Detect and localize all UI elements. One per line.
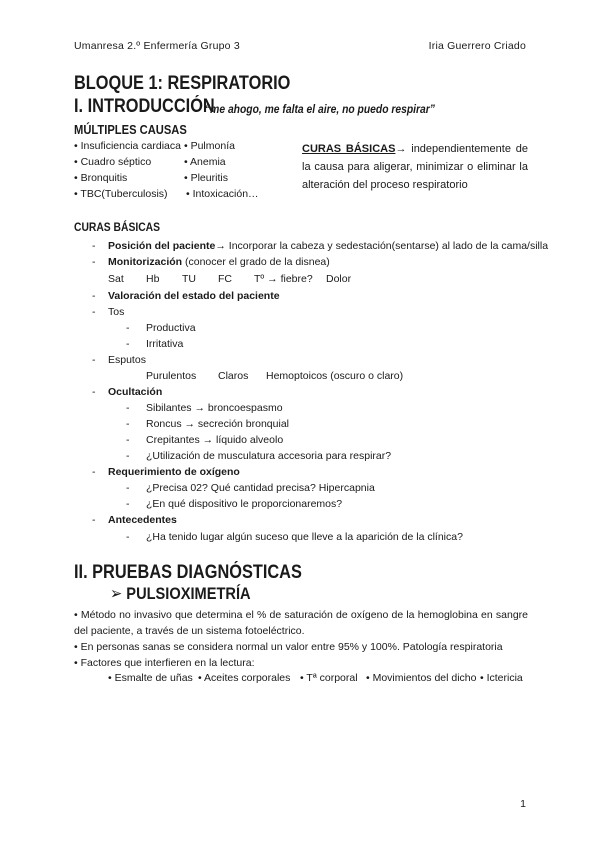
vital-tu: TU [182, 273, 196, 285]
esputo-type: Claros [218, 370, 249, 382]
oxigeno-label: Requerimiento de oxígeno [108, 466, 240, 478]
curas-note-key: CURAS BÁSICAS [302, 143, 396, 155]
factor-item: • Movimientos del dicho [366, 672, 477, 684]
antecedentes-item: ¿Ha tenido lugar algún suceso que lleve a la aparición de la clínica? [146, 531, 463, 543]
ocultacion-item: Sibilantes → broncoespasmo [146, 402, 283, 414]
posicion-item [108, 240, 548, 252]
list-bullet: - [92, 306, 96, 318]
list-bullet: - [92, 514, 96, 526]
cause-item: • Intoxicación… [186, 188, 259, 200]
cause-item: • Anemia [184, 156, 226, 168]
vital-fc: FC [218, 273, 232, 285]
pulsioximetria-p1: • Método no invasivo que determina el % de saturación de oxígeno de la hemoglobina en sangre del paciente, a través de un sistema fotoeléctrico. [74, 609, 528, 637]
section-2-heading: II. PRUEBAS DIAGNÓSTICAS [74, 562, 302, 583]
oxigeno-item: ¿En qué dispositivo le proporcionaremos? [146, 498, 343, 510]
curas-note-arrow: → [395, 143, 407, 155]
posicion-text: → Incorporar la cabeza y sedestación(sentarse) al lado de la cama/silla [215, 240, 549, 252]
header-right: Iria Guerrero Criado [428, 40, 526, 52]
list-bullet: - [126, 338, 130, 350]
list-bullet: - [126, 434, 130, 446]
antecedentes-label: Antecedentes [108, 514, 177, 526]
oxigeno-item: ¿Precisa 02? Qué cantidad precisa? Hipercapnia [146, 482, 375, 494]
factor-item: • Aceites corporales [198, 672, 291, 684]
cause-item: • Pleuritis [184, 172, 228, 184]
list-bullet: - [92, 466, 96, 478]
vital-sat: Sat [108, 273, 124, 285]
ocultacion-item: ¿Utilización de musculatura accesoria para respirar? [146, 450, 392, 462]
esputos-label: Esputos [108, 354, 146, 366]
vital-hb: Hb [146, 273, 160, 285]
ocultacion-item: Roncus → secreción bronquial [146, 418, 289, 430]
ocultacion-label: Ocultación [108, 386, 163, 398]
monitorizacion-item [108, 256, 330, 268]
posicion-label: Posición del paciente [108, 240, 216, 252]
tos-label: Tos [108, 306, 125, 318]
list-bullet: - [126, 482, 130, 494]
causes-heading: MÚLTIPLES CAUSAS [74, 122, 187, 137]
header-left: Umanresa 2.º Enfermería Grupo 3 [74, 40, 240, 52]
valoracion-label: Valoración del estado del paciente [108, 290, 280, 302]
cause-item: • Insuficiencia cardiaca [74, 140, 181, 152]
monitorizacion-label: Monitorización [108, 256, 183, 268]
list-bullet: - [92, 256, 96, 268]
cause-item: • Cuadro séptico [74, 156, 152, 168]
list-bullet: - [126, 531, 130, 543]
list-bullet: - [126, 402, 130, 414]
cause-item: • TBC(Tuberculosis) [74, 188, 168, 200]
esputo-type: Hemoptoicos (oscuro o claro) [266, 370, 404, 382]
ocultacion-item: Crepitantes → líquido alveolo [146, 434, 284, 446]
section-1-quote: “me ahogo, me falta el aire, no puedo respirar” [205, 102, 435, 116]
pulsioximetria-p3: • Factores que interfieren en la lectura: [74, 657, 255, 669]
tos-irritativa: Irritativa [146, 338, 184, 350]
page-number: 1 [520, 798, 526, 810]
curas-note-text: independientemente de la causa para aligerar, minimizar o eliminar la alteración del proceso respiratorio [302, 143, 528, 191]
vital-temp: Tº → fiebre? [254, 273, 313, 285]
pulsioximetria-p2: • En personas sanas se considera normal un valor entre 95% y 100%. Patología respiratoria [74, 641, 503, 653]
list-bullet: - [126, 450, 130, 462]
list-bullet: - [126, 322, 130, 334]
cause-item: • Bronquitis [74, 172, 128, 184]
list-bullet: - [92, 354, 96, 366]
list-bullet: - [92, 290, 96, 302]
monitorizacion-text: (conocer el grado de la disnea) [182, 256, 330, 268]
section-1-heading: I. INTRODUCCIÓN [74, 96, 215, 117]
esputo-type: Purulentos [146, 370, 197, 382]
list-bullet: - [126, 498, 130, 510]
curas-heading: CURAS BÁSICAS [74, 220, 161, 234]
tos-productiva: Productiva [146, 322, 196, 334]
page-title: BLOQUE 1: RESPIRATORIO [74, 73, 291, 94]
factor-item: • Tª corporal [300, 672, 358, 684]
pulsioximetria-heading: ➢ PULSIOXIMETRÍA [110, 584, 251, 603]
list-bullet: - [92, 240, 96, 252]
factor-item: • Esmalte de uñas [108, 672, 193, 684]
vital-dolor: Dolor [326, 273, 352, 285]
cause-item: • Pulmonía [184, 140, 235, 152]
factor-item: • Ictericia [480, 672, 523, 684]
list-bullet: - [92, 386, 96, 398]
list-bullet: - [126, 418, 130, 430]
curas-basicas-note [302, 140, 528, 194]
